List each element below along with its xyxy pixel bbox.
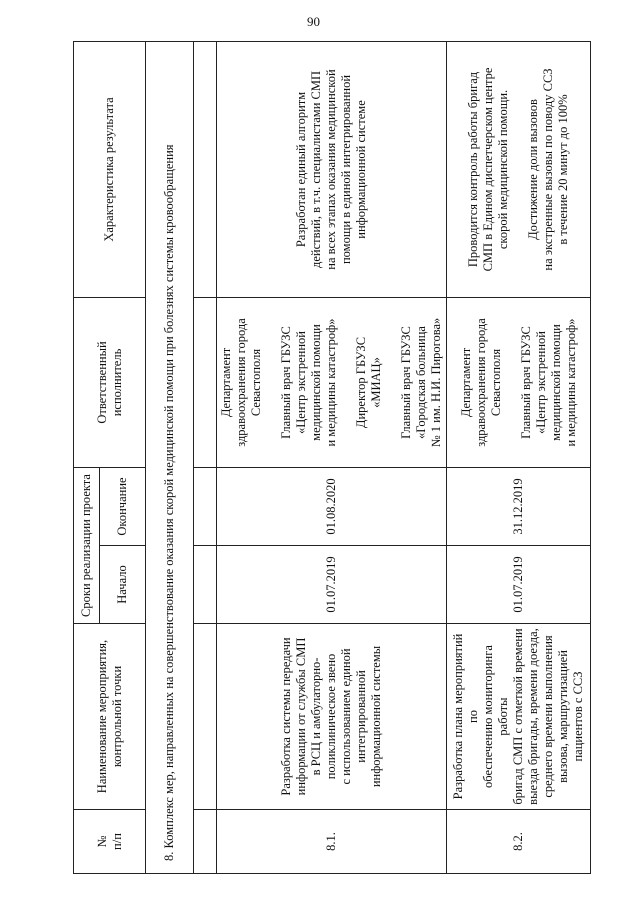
row-result: Проводится контроль работы бригад СМП в Едином диспетчерском центре скорой медицинской помощи. Достижение доли вызовов на экстренные вызовы по поводу ССЗ в течение 20 минут до 100% [447,42,591,298]
header-end: Окончание [100,468,146,546]
row-responsible: Департамент здравоохранения города Севастополя Главный врач ГБУЗС «Центр экстренной медицинской помощи и медицины катастроф» Директор ГБУЗС «МИАЦ» Главный врач ГБУЗС «Городская больница № 1 им. Н.И. Пирогова» [217,298,447,468]
row-end: 31.12.2019 [447,468,591,546]
section-title: 8. Комплекс мер, направленных на совершенствование оказания скорой медицинской помощи при болезнях системы кровообращения [146,42,194,874]
table-row [217,42,447,874]
row-num: 8.1. [217,810,447,874]
header-result: Характеристика результата [74,42,146,298]
row-end: 01.08.2020 [217,468,447,546]
rotated-table-container [73,42,585,874]
header-name: Наименование мероприятия, контрольной точки [74,624,146,810]
table-row [447,42,591,874]
header-dates-group: Сроки реализации проекта [74,468,100,624]
header-num: № п/п [74,810,146,874]
row-start: 01.07.2019 [447,546,591,624]
row-responsible: Департамент здравоохранения города Севастополя Главный врач ГБУЗС «Центр экстренной медицинской помощи и медицины катастроф» [447,298,591,468]
section-row [146,42,194,874]
row-name: Разработка системы передачи информации от службы СМП в РСЦ и амбулаторно- поликлиническое звено с использованием единой интегрированной информационной системы [217,624,447,810]
header-row [74,42,100,874]
row-result: Разработан единый алгоритм действий, в т.ч. специалистами СМП на всех этапах оказания медицинской помощи в единой интегрированной информационной системе [217,42,447,298]
row-name: Разработка плана мероприятий по обеспечению мониторинга работы бригад СМП с отметкой времени выезда бригады, времени доезда, среднего времени выполнения вызова, маршрутизацией пациентов с ССЗ [447,624,591,810]
empty-row [194,42,217,874]
measures-table [73,41,591,874]
header-responsible: Ответственный исполнитель [74,298,146,468]
row-start: 01.07.2019 [217,546,447,624]
page-number: 90 [307,14,320,29]
header-start: Начало [100,546,146,624]
row-num: 8.2. [447,810,591,874]
